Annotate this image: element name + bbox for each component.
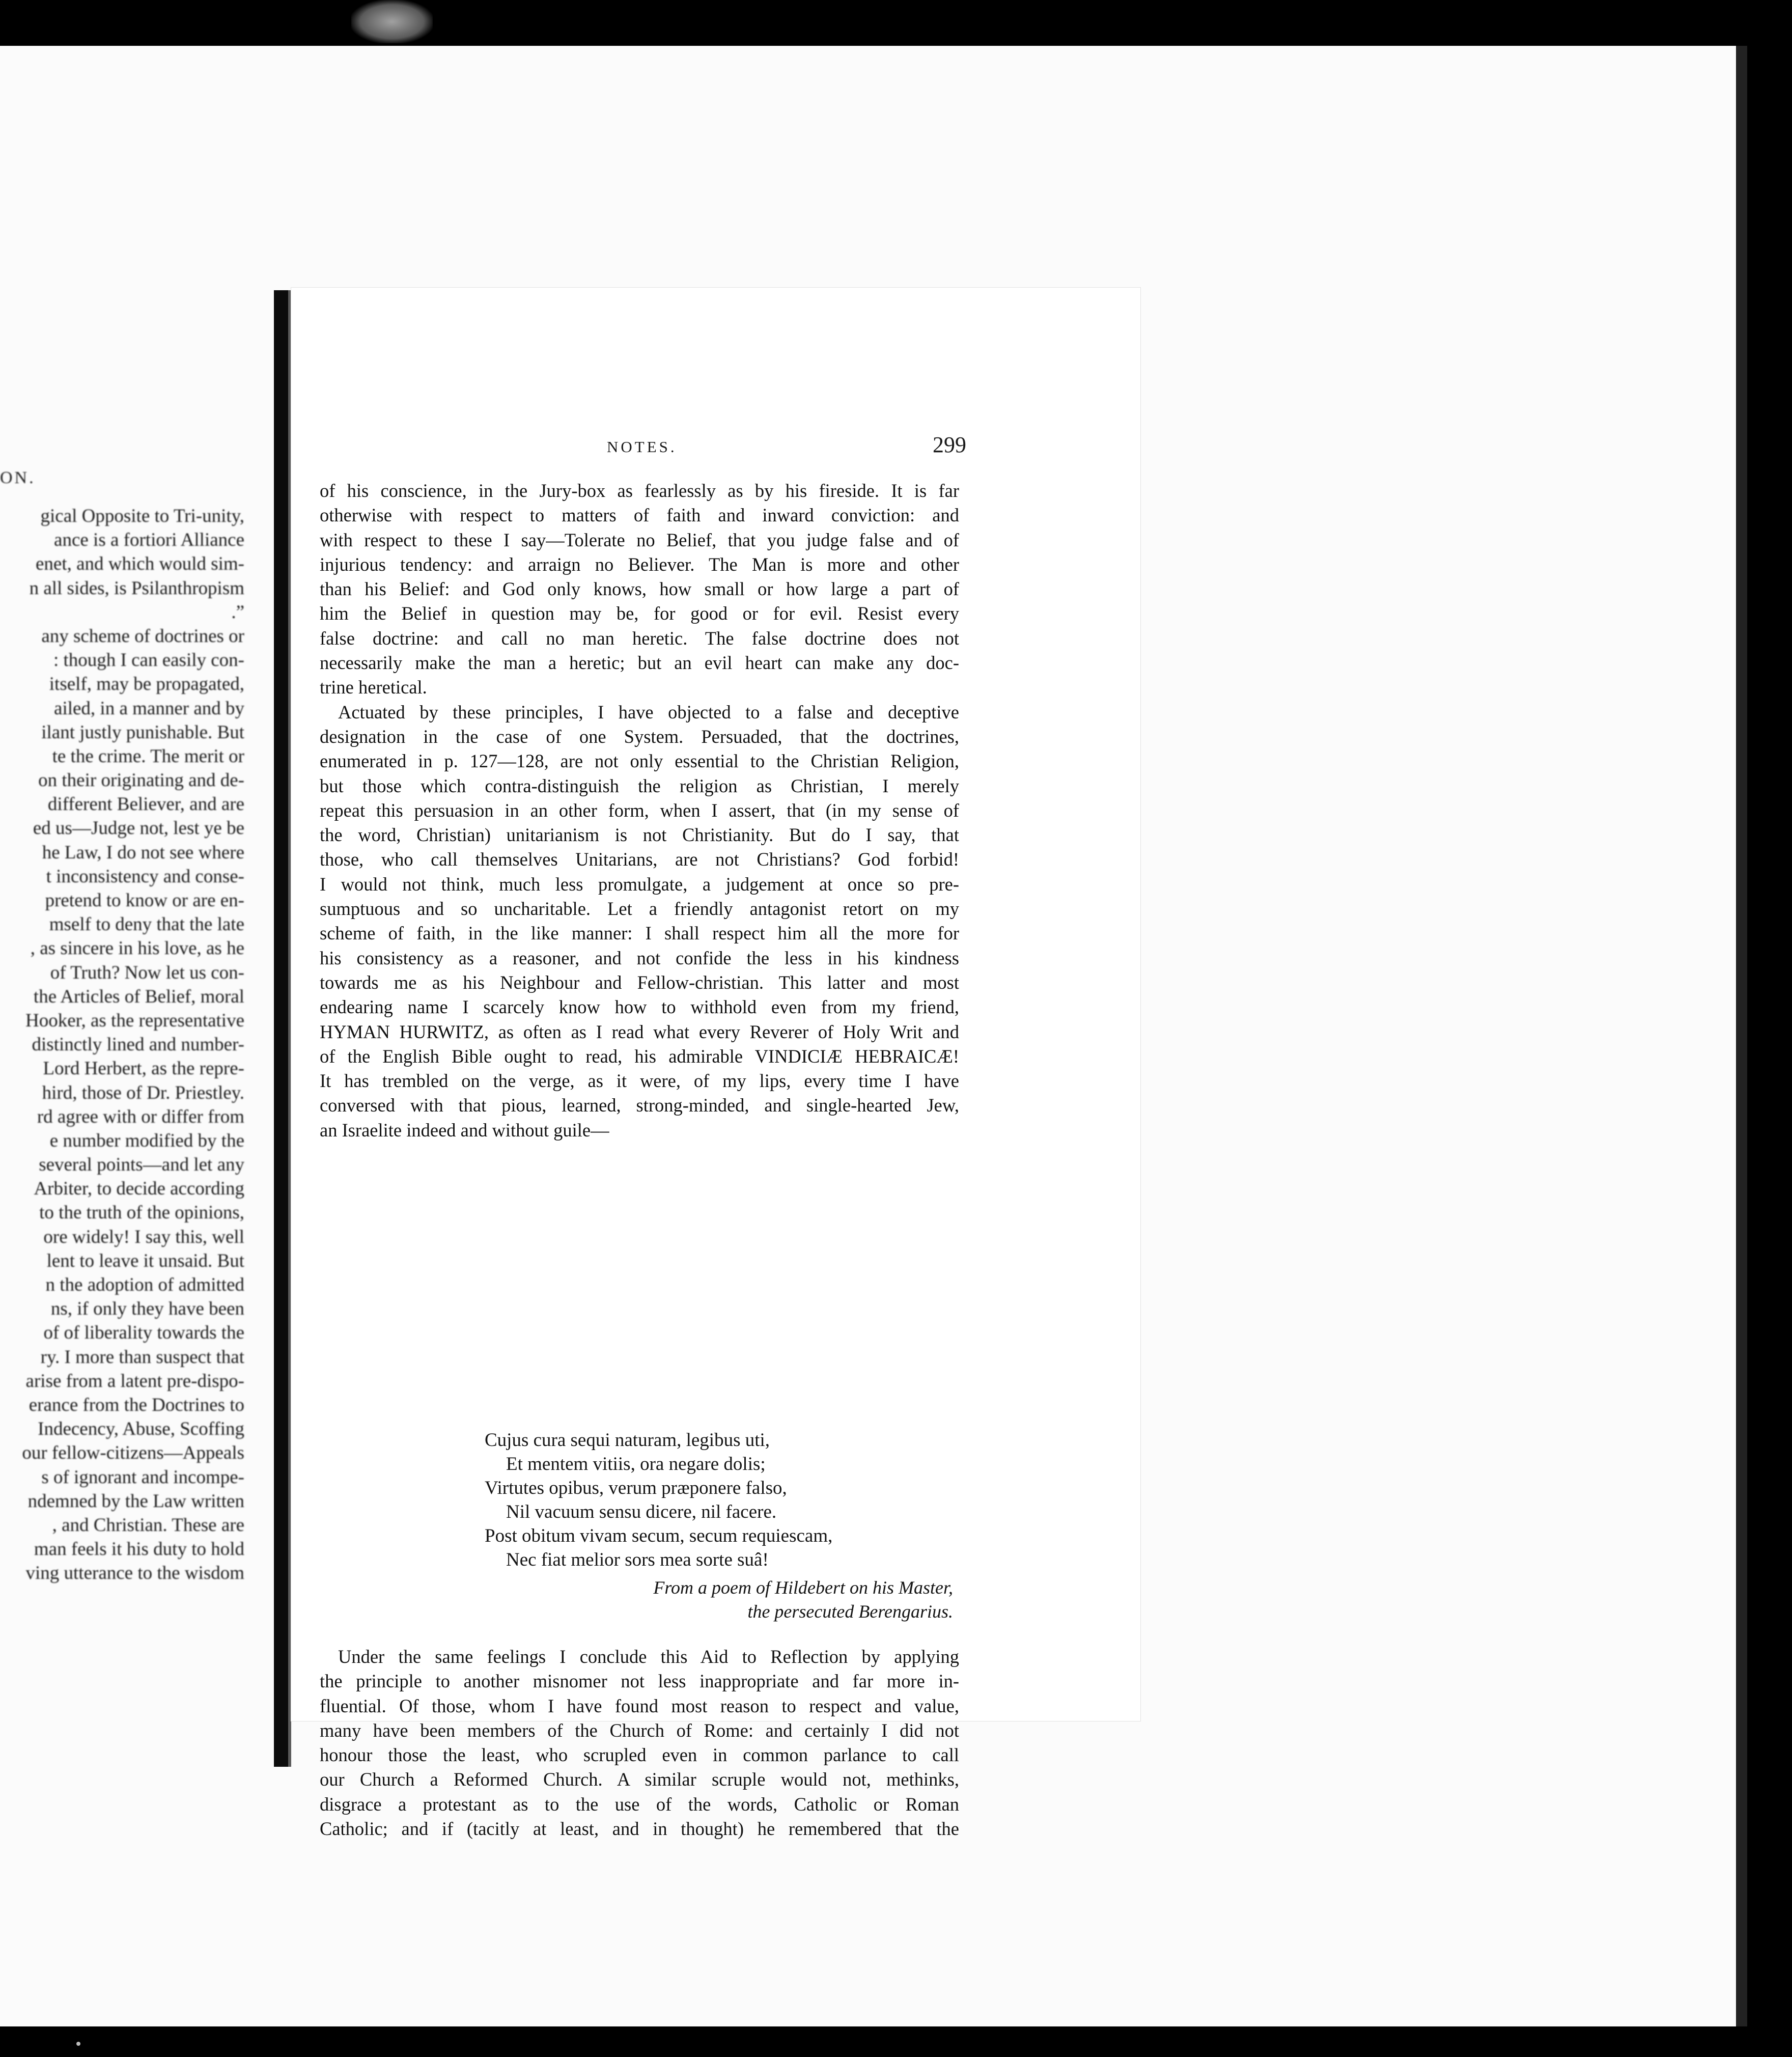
facing-page-line: on their originating and de- [38,770,244,791]
paragraph-line: the word, Christian) unitarianism is not Christianity. But do I say, that [320,824,959,846]
facing-page-line: Hooker, as the representative [25,1010,244,1031]
paragraph-line: of his conscience, in the Jury-box as fearlessly as by his fireside. It is far [320,480,959,501]
book-binding [274,290,289,1767]
facing-page-line: man feels it his duty to hold [34,1539,244,1560]
facing-page-line: .” [231,601,244,623]
attribution-line: From a poem of Hildebert on his Master, [653,1577,953,1598]
paragraph-line: Catholic; and if (tacitly at least, and in thought) he remembered that the [320,1818,959,1840]
facing-page-line: different Believer, and are [47,794,244,815]
paragraph-line: his consistency as a reasoner, and not confide the less in his kindness [320,947,959,968]
scan-smudge [351,0,433,43]
paragraph-line: fluential. Of those, whom I have found most reason to respect and value, [320,1695,959,1716]
facing-page-line: ving utterance to the wisdom [25,1563,244,1584]
paragraph-line: sumptuous and so uncharitable. Let a friendly antagonist retort on my [320,898,959,920]
paragraph-line: HYMAN HURWITZ, as often as I read what every Reverer of Holy Writ and [320,1021,959,1042]
paragraph-line: trine heretical. [320,677,427,698]
facing-page-line: t inconsistency and conse- [46,866,244,887]
paragraph-line: conversed with that pious, learned, strong-minded, and single-hearted Jew, [320,1095,959,1116]
paragraph-line: with respect to these I say—Tolerate no Belief, that you judge false and of [320,529,959,550]
paragraph-line: Actuated by these principles, I have objected to a false and deceptive [338,701,959,722]
paragraph-line: than his Belief: and God only knows, how small or how large a part of [320,578,959,600]
paragraph-line: necessarily make the man a heretic; but an evil heart can make any doc- [320,652,959,674]
page-body [320,479,959,1143]
facing-page-line: ailed, in a manner and by [54,698,244,719]
facing-page-line: erance from the Doctrines to [29,1394,244,1415]
facing-page-line: ilant justly punishable. But [41,721,244,743]
facing-page-line: itself, may be propagated, [49,674,244,695]
paragraph-line: him the Belief in question may be, for good or for evil. Resist every [320,603,959,624]
verse-attribution [597,1576,953,1624]
facing-page-line: e number modified by the [49,1130,244,1151]
facing-page-line: ndemned by the Law written [27,1490,244,1512]
facing-page-line: Lord Herbert, as the repre- [43,1058,244,1079]
facing-page-line: to the truth of the opinions, [39,1202,244,1224]
paragraph-line: towards me as his Neighbour and Fellow-christian. This latter and most [320,971,959,993]
paragraph-line: I would not think, much less promulgate, a judgement at once so pre- [320,873,959,895]
paragraph-line: honour those the least, who scrupled even in common parlance to call [320,1744,959,1766]
attribution-line: the persecuted Berengarius. [747,1601,953,1622]
sheet-edge-shadow [1736,46,1747,2026]
paragraph-line: enumerated in p. 127—128, are not only essential to the Christian Religion, [320,750,959,772]
facing-page-line: lent to leave it unsaid. But [46,1250,244,1271]
facing-page-line: ed us—Judge not, lest ye be [33,818,244,839]
facing-page-line: s of ignorant and incompe- [41,1466,244,1488]
facing-page-line: pretend to know or are en- [45,890,244,911]
paragraph-line: disgrace a protestant as to the use of the words, Catholic or Roman [320,1793,959,1815]
paragraph-line: It has trembled on the verge, as it were, of my lips, every time I have [320,1070,959,1092]
facing-page-line: the Articles of Belief, moral [33,986,244,1007]
facing-page-line: , and Christian. These are [52,1514,244,1536]
paragraph-line: but those which contra-distinguish the religion as Christian, I merely [320,775,959,796]
paragraph-line: of the English Bible ought to read, his admirable VINDICIÆ HEBRAICÆ! [320,1045,959,1067]
paragraph-line: repeat this persuasion in an other form, when I assert, that (in my sense of [320,799,959,821]
facing-page-line: te the crime. The merit or [52,745,244,767]
book-page [291,288,1140,1840]
verse-line: Et mentem vitiis, ora negare dolis; [506,1454,766,1475]
page-number: 299 [933,432,966,457]
facing-page-line: : though I can easily con- [53,650,244,671]
facing-page-line: enet, and which would sim- [36,553,244,575]
facing-page-line: of Truth? Now let us con- [50,962,244,983]
facing-page-line: rd agree with or differ from [37,1106,244,1127]
facing-page-line: Arbiter, to decide according [34,1178,244,1200]
paragraph-line: an Israelite indeed and without guile— [320,1119,609,1141]
facing-page-header: ON. [0,468,36,487]
facing-page-line: our fellow-citizens—Appeals [22,1442,244,1464]
latin-verse [485,1428,943,1572]
paragraph-line: Under the same feelings I conclude this Aid to Reflection by applying [338,1646,959,1667]
facing-page-line: mself to deny that the late [49,914,244,935]
facing-page-line: several points—and let any [39,1154,244,1176]
facing-page-line: ns, if only they have been [50,1298,244,1320]
verse-line: Nec fiat melior sors mea sorte suâ! [506,1549,769,1570]
facing-page-line: , as sincere in his love, as he [30,938,244,959]
paragraph-line: our Church a Reformed Church. A similar scruple would not, methinks, [320,1769,959,1790]
paragraph-line: otherwise with respect to matters of faith and inward conviction: and [320,505,959,526]
paragraph-line: false doctrine: and call no man heretic. The false doctrine does not [320,627,959,649]
closing-paragraph [320,1645,959,1841]
facing-page-line: Indecency, Abuse, Scoffing [38,1419,244,1440]
facing-page-line: ance is a fortiori Alliance [54,530,244,551]
facing-page-line: ry. I more than suspect that [40,1346,244,1368]
verse-line: Virtutes opibus, verum præponere falso, [485,1478,787,1498]
facing-page-fragment [0,458,249,1629]
facing-page-line: n the adoption of admitted [45,1274,244,1295]
facing-page-line: ore widely! I say this, well [43,1226,244,1247]
verse-line: Cujus cura sequi naturam, legibus uti, [485,1430,770,1451]
paragraph-line: injurious tendency: and arraign no Believer. The Man is more and other [320,553,959,575]
facing-page-line: gical Opposite to Tri-unity, [40,506,244,526]
facing-page-line: of of liberality towards the [43,1322,244,1344]
facing-page-line: arise from a latent pre-dispo- [25,1370,244,1392]
running-title: NOTES. [607,438,677,456]
facing-page-text [0,504,244,1585]
running-head [291,432,1140,463]
paragraph-line: endearing name I scarcely know how to withhold even from my friend, [320,996,959,1018]
facing-page-line: distinctly lined and number- [32,1034,244,1055]
facing-page-line: hird, those of Dr. Priestley. [42,1082,244,1103]
facing-page-line: n all sides, is Psilanthropism [29,577,244,599]
facing-page-line: he Law, I do not see where [42,842,244,863]
paragraph-line: scheme of faith, in the like manner: I shall respect him all the more for [320,923,959,944]
scan-speck [76,2042,80,2046]
verse-line: Post obitum vivam secum, secum requiescam, [485,1525,833,1546]
paragraph-line: those, who call themselves Unitarians, are not Christians? God forbid! [320,849,959,870]
verse-line: Nil vacuum sensu dicere, nil facere. [506,1502,777,1522]
paragraph-line: the principle to another misnomer not less inappropriate and far more in- [320,1671,959,1692]
facing-page-line: any scheme of doctrines or [41,625,244,647]
paragraph-line: many have been members of the Church of Rome: and certainly I did not [320,1719,959,1741]
paragraph-line: designation in the case of one System. Persuaded, that the doctrines, [320,726,959,747]
